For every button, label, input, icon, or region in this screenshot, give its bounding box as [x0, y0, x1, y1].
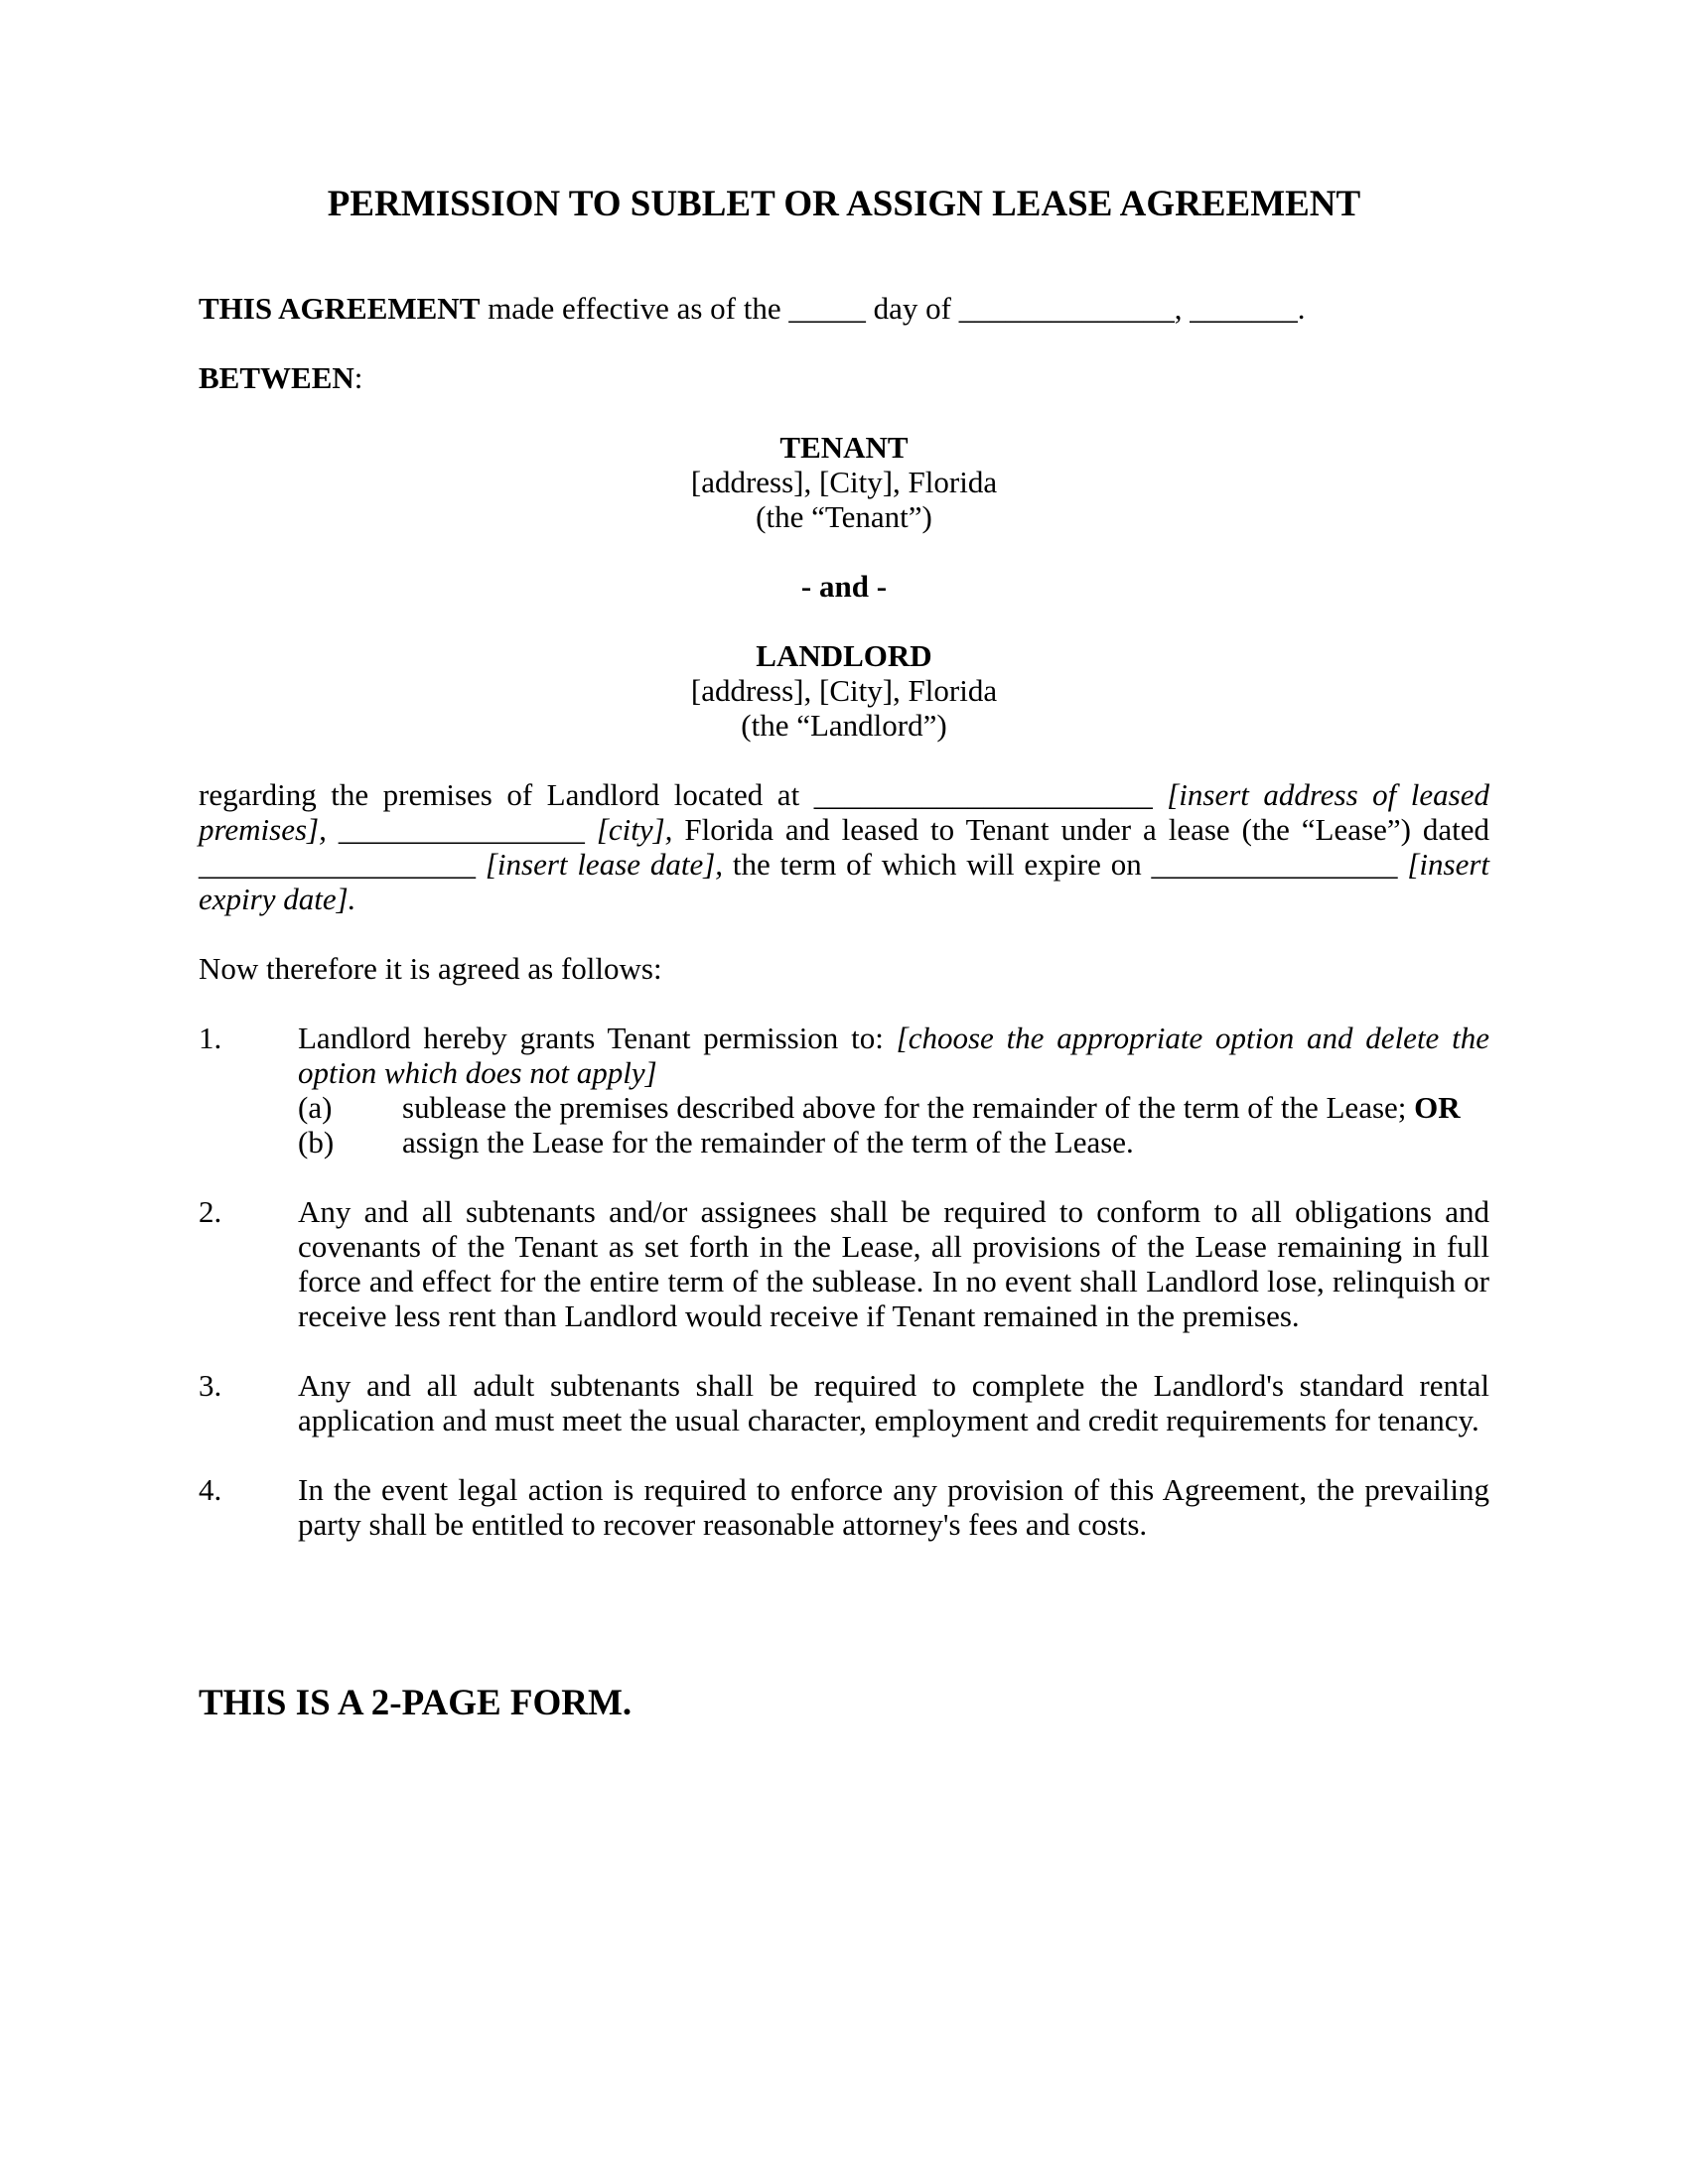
text-segment: Florida and leased to Tenant under a lease (the “Lease”) dated — [672, 812, 1490, 847]
text-segment: BETWEEN — [199, 360, 354, 395]
text-segment: regarding the premises of Landlord located at — [199, 777, 814, 812]
subitem-label: (b) — [298, 1125, 335, 1160]
item-number: 1. — [199, 1021, 222, 1055]
party-separator: - and - — [800, 569, 888, 604]
landlord-address: [address], [City], Florida — [690, 673, 998, 708]
text-segment: Any and all adult subtenants shall be required to complete the Landlord's standard rental — [298, 1368, 1489, 1403]
text-line — [298, 1229, 1489, 1264]
item-number: 3. — [199, 1368, 222, 1403]
text-segment: assign the Lease for the remainder of the term of the Lease. — [402, 1125, 1134, 1160]
item-number: 4. — [199, 1472, 222, 1507]
premises-paragraph — [199, 777, 1489, 916]
text-segment: the term of which will expire on — [723, 847, 1152, 882]
text-segment: sublease the premises described above for the remainder of the term of the Lease; — [402, 1090, 1415, 1125]
text-segment: [city], — [596, 812, 673, 847]
subitem-text — [402, 1125, 1489, 1160]
text-line — [199, 777, 1489, 812]
text-segment: premises], — [199, 812, 327, 847]
text-segment: : — [353, 360, 363, 395]
text-line — [298, 1507, 1489, 1542]
therefore-line: Now therefore it is agreed as follows: — [199, 951, 662, 986]
subitem-b — [298, 1125, 1489, 1160]
tenant-block — [199, 430, 1489, 534]
text-segment: receive less rent than Landlord would receive if Tenant remained in the premises. — [298, 1298, 1300, 1333]
text-line — [199, 847, 1489, 882]
page-form-notice: THIS IS A 2-PAGE FORM. — [199, 1683, 633, 1723]
text-line — [199, 882, 1489, 916]
text-segment: option which does not apply] — [298, 1055, 657, 1090]
agreement-item-4 — [199, 1472, 1489, 1542]
item-body — [298, 1194, 1489, 1333]
tenant-address: [address], [City], Florida — [690, 465, 998, 499]
text-segment: covenants of the Tenant as set forth in the Lease, all provisions of the Lease remaining in full — [298, 1229, 1489, 1264]
text-line — [199, 812, 1489, 847]
item-number: 2. — [199, 1194, 222, 1229]
text-line — [298, 1472, 1489, 1507]
text-line — [298, 1264, 1489, 1298]
text-segment: application and must meet the usual character, employment and credit requirements for tenancy. — [298, 1403, 1479, 1437]
text-segment: [insert address of leased — [1167, 777, 1489, 812]
text-segment: Any and all subtenants and/or assignees shall be required to conform to all obligations and — [298, 1194, 1489, 1229]
text-segment: ______________________ — [813, 777, 1168, 812]
text-segment: made effective as of the _____ day of ______________, _______. — [480, 291, 1306, 326]
between-label — [199, 360, 1489, 395]
landlord-name: LANDLORD — [756, 638, 932, 673]
agreement-item-2 — [199, 1194, 1489, 1333]
text-segment: [choose the appropriate option and delete the — [896, 1021, 1489, 1055]
subitem-a — [298, 1090, 1489, 1125]
tenant-name: TENANT — [779, 430, 909, 465]
text-segment: OR — [1414, 1090, 1461, 1125]
text-segment: ________________ — [1151, 847, 1408, 882]
text-segment: __________________ — [199, 847, 486, 882]
subitem-label: (a) — [298, 1090, 333, 1125]
item-body — [298, 1021, 1489, 1090]
text-line — [298, 1403, 1489, 1437]
item-body — [298, 1368, 1489, 1437]
agreement-item-3 — [199, 1368, 1489, 1437]
intro-line — [199, 291, 1489, 326]
text-segment: force and effect for the entire term of the sublease. In no event shall Landlord lose, relinquish or — [298, 1264, 1489, 1298]
text-line — [298, 1055, 1489, 1090]
text-segment: Landlord hereby grants Tenant permission to: — [298, 1021, 897, 1055]
text-line — [298, 1021, 1489, 1055]
document-title: PERMISSION TO SUBLET OR ASSIGN LEASE AGREEMENT — [327, 184, 1361, 224]
tenant-alias: (the “Tenant”) — [756, 499, 932, 534]
subitem-text — [402, 1090, 1489, 1125]
landlord-block — [199, 638, 1489, 743]
text-line — [298, 1368, 1489, 1403]
text-segment: party shall be entitled to recover reasonable attorney's fees and costs. — [298, 1507, 1148, 1542]
agreement-item-1 — [199, 1021, 1489, 1160]
text-line — [298, 1298, 1489, 1333]
text-segment: In the event legal action is required to enforce any provision of this Agreement, the prevailing — [298, 1472, 1489, 1507]
item-body — [298, 1472, 1489, 1542]
text-segment: ________________ — [326, 812, 597, 847]
text-segment: expiry date]. — [199, 882, 356, 916]
text-segment: [insert lease date], — [485, 847, 724, 882]
landlord-alias: (the “Landlord”) — [741, 708, 947, 743]
text-segment: [insert — [1407, 847, 1490, 882]
text-segment: THIS AGREEMENT — [199, 291, 481, 326]
text-line — [298, 1194, 1489, 1229]
